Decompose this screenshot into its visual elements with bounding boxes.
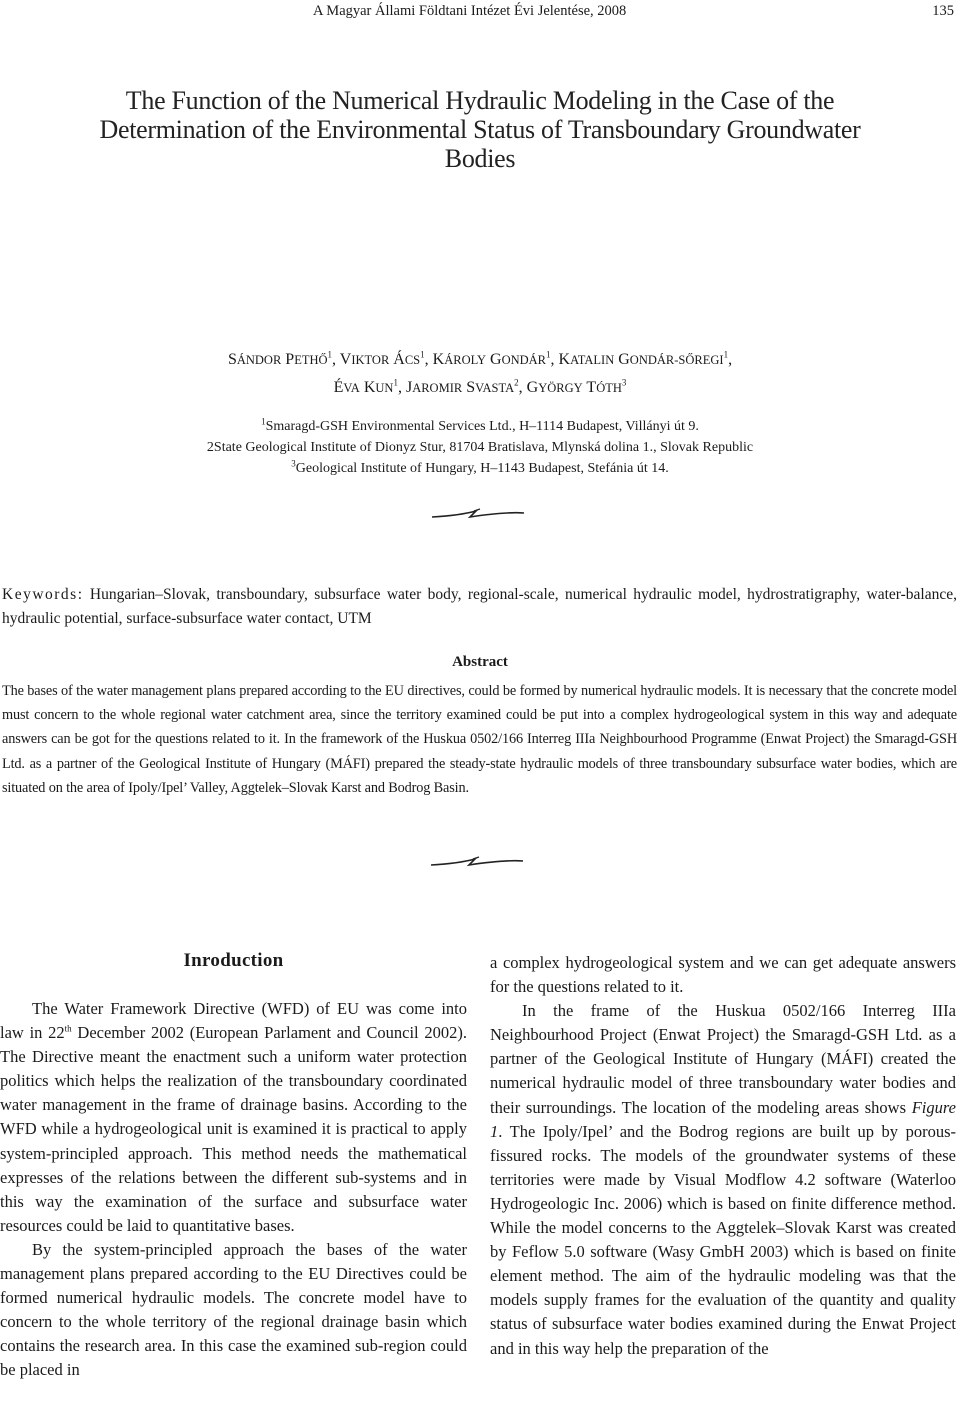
author-name: ÉVA KUN$^1$, [333,377,406,396]
section-divider-ornament [430,507,526,521]
affiliation-2: 2State Geological Institute of Dionyz Stur, 81704 Bratislava, Mlynská dolina 1., Slovak Republic [206,440,754,455]
title-line: Determination of the Environmental Status of Transboundary Groundwater [99,115,861,144]
keywords-label: Keywords: [2,586,84,603]
right-column [490,951,956,1361]
paper-title [40,86,920,173]
title-line: Bodies [444,144,516,173]
journal-title: A Magyar Állami Földtani Intézet Évi Jelentése, 2008 [313,3,627,19]
author-line-2 [40,374,920,402]
paragraph: The Water Framework Directive (WFD) of EU was come into law in 22th December 2002 (European Parlament and Council 2002). The Directive meant the enactment such a uniform water protection politics which helps the realization of the transboundary coordinated water management in the frame of drainage basins. According to the WFD while a hydrogeological unit is examined it is practical to apply system-principled approach. This method needs the mathematical expresses of the relations between the different sub-systems and in this way the examination of the surface and subsurface water resources could be laid to quantitative bases. [0,999,467,1235]
paragraph: By the system-principled approach the bases of the water management plans prepared according to the EU Directives could be formed numerical hydraulic models. The concrete model have to concern to the whole territory of the regional drainage basin which contains the research area. In this case the examined sub-region could be placed in [0,1239,467,1380]
author-name: VIKTOR ÁCS$^1$, [339,349,433,368]
title-line: The Function of the Numerical Hydraulic Modeling in the Case of the [125,86,835,115]
figure-reference: Figure 1 [490,1097,956,1141]
author-name: JAROMIR SVASTA$^2$, [405,377,527,396]
author-list [40,346,920,402]
author-name: KATALIN GONDÁR-SŐREGI$^1$, [558,349,733,368]
author-name: SÁNDOR PETHŐ$^1$, [227,349,340,368]
affiliations [40,416,920,479]
paragraph: In the frame of the Huskua 0502/166 Interreg IIIa Neighbourhood Project (Enwat Project) the Smaragd-GSH Ltd. as a partner of the Geological Institute of Hungary (MÁFI) created the numerical hydraulic model of three transboundary water bodies and their surroundings. The location of the modeling areas shows Figure 1. The Ipoly/Ipel’ and the Bodrog regions are built up by porous-fissured rocks. The models of the groundwater systems of these territories were made by Visual Modflow 4.2 software (Waterloo Hydrogeologic Inc. 2006) which is based on finite difference method. While the model concerns to the Aggtelek–Slovak Karst was created by Feflow 5.0 software (Wasy GmbH 2003) which is based on finite element method. The aim of the hydraulic modeling was that the models supply frames for the evaluation of the quantity and quality status of subsurface water bodies examined during the Enwat Project and in this way help the preparation of the [490,1001,956,1358]
author-name: GYÖRGY TÓTH$^3$ [526,377,627,396]
section-divider-ornament [429,855,525,869]
keywords [2,583,957,631]
keywords-text: Hungarian–Slovak, transboundary, subsurface water body, regional-scale, numerical hydraulic model, hydrostratigraphy, water-balance, hydraulic potential, surface-subsurface water contact, UTM [2,586,958,627]
abstract-heading: Abstract [452,654,508,670]
affiliation-3: $^3$Geological Institute of Hungary, H–1143 Budapest, Stefánia út 14. [291,458,669,476]
left-column [0,997,467,1383]
affiliation-1: $^1$Smaragd-GSH Environmental Services Ltd., H–1114 Budapest, Villányi út 9. [261,416,699,434]
paragraph: a complex hydrogeological system and we can get adequate answers for the questions related to it. [490,953,956,997]
author-line-1 [40,346,920,374]
page-number: 135 [932,3,954,19]
abstract-text: The bases of the water management plans prepared according to the EU directives, could be formed by numerical hydraulic models. It is necessary that the concrete model must concern to the whole regional water catchment area, since the territory examined could be put into a complex hydrogeological system in this way and adequate answers can be got for the questions related to it. In the framework of the Huskua 0502/166 Interreg IIIa Neighbourhood Programme (Enwat Project) the Smaragd-GSH Ltd. as a partner of the Geological Institute of Hungary (MÁFI) prepared the steady-state hydraulic models of three transboundary subsurface water bodies, which are situated on the area of Ipoly/Ipel’ Valley, Aggtelek–Slovak Karst and Bodrog Basin. [2,683,957,796]
section-heading: Inroduction [183,950,284,971]
author-name: KÁROLY GONDÁR$^1$, [432,349,559,368]
